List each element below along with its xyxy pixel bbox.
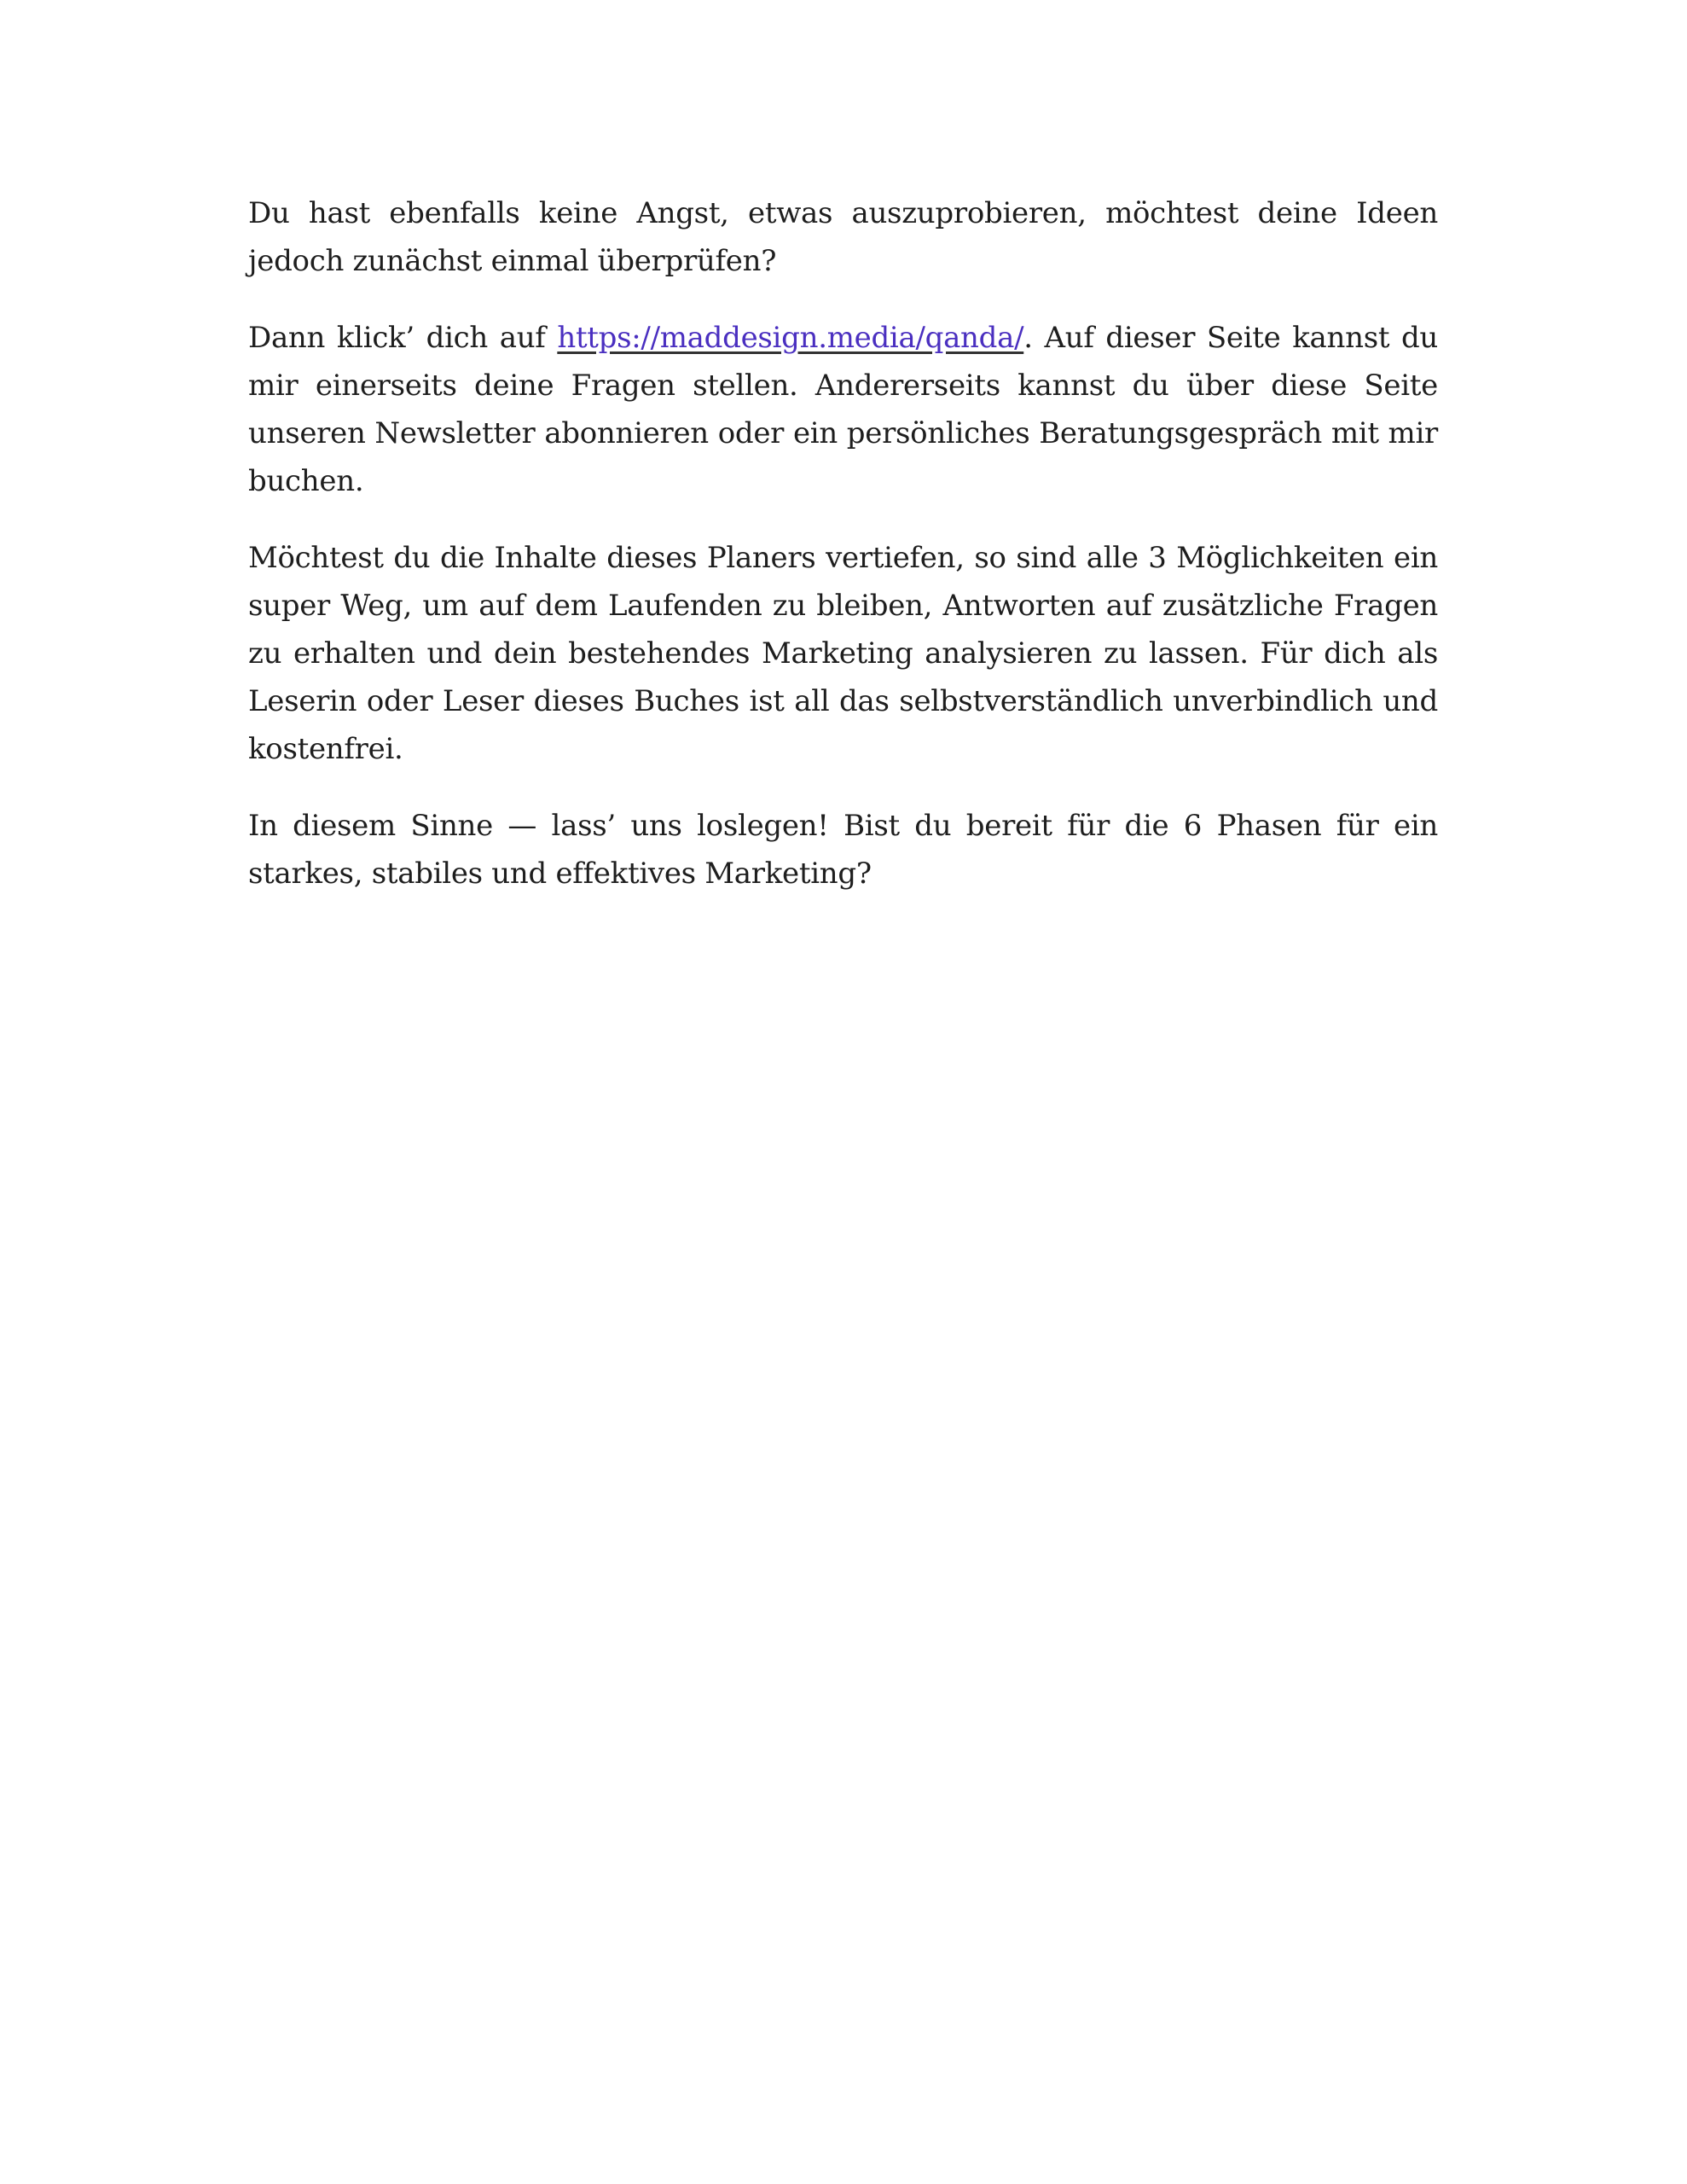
paragraph-intro-question: Du hast ebenfalls keine Angst, etwas auszuprobieren, möchtest deine Ideen jedoch zunächst einmal überprüfen?: [248, 196, 1438, 278]
document-page: [248, 189, 1438, 926]
paragraph-closing-question: In diesem Sinne — lass’ uns loslegen! Bist du bereit für die 6 Phasen für ein starkes, stabiles und effektives Marketing?: [248, 809, 1438, 891]
qanda-link[interactable]: https://maddesign.media/qanda/: [557, 321, 1024, 355]
paragraph-planner-content: Möchtest du die Inhalte dieses Planers vertiefen, so sind alle 3 Möglichkeiten ein super Weg, um auf dem Laufenden zu bleiben, Antworten auf zusätzliche Fragen zu erhalten und dein bestehendes Marketing analysieren zu lassen. Für dich als Leserin oder Leser dieses Buches ist all das selbstverständlich unverbindlich und kostenfrei.: [248, 541, 1438, 766]
paragraph-text-before-link: Dann klick’ dich auf: [248, 321, 558, 355]
paragraph-text-after-link: . Auf dieser Seite kannst du mir einerseits deine Fragen stellen. Andererseits kannst du über diese Seite unseren Newsletter abonnieren oder ein persönliches Beratungsgespräch mit mir buchen.: [248, 321, 1439, 498]
paragraph-qanda-link: [248, 314, 1438, 505]
